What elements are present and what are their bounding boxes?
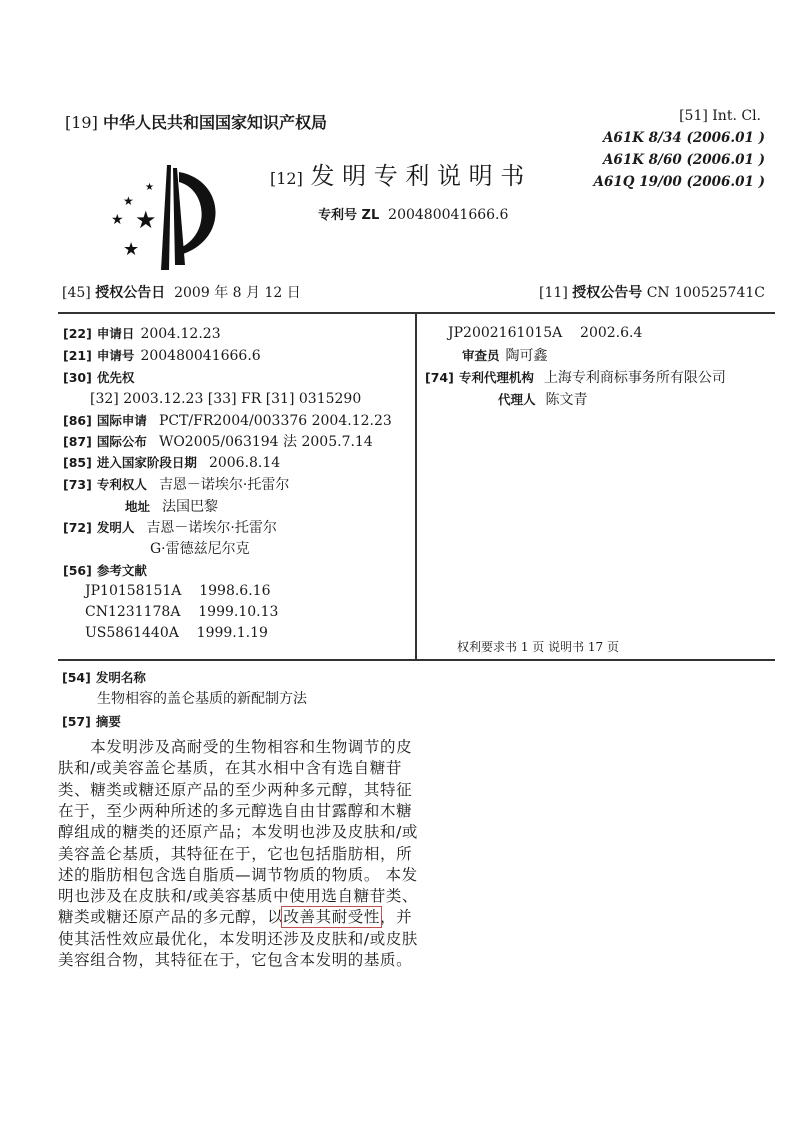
highlighted-text: 改善其耐受性 <box>283 908 381 927</box>
abstract-line: 本发明涉及高耐受的生物相容和生物调节的皮 <box>58 738 413 756</box>
agent <box>498 389 588 410</box>
inventors <box>63 517 277 538</box>
grant-date <box>62 282 301 302</box>
code: [72] <box>63 520 92 535</box>
reference-item <box>85 581 270 601</box>
doc: JP2002161015A <box>448 325 563 341</box>
abstract-line: 美容盖仑基质，其特征在于，它也包括脂肪相，所 <box>58 844 413 863</box>
label: 发明人 <box>96 520 135 535</box>
code: [11] <box>539 285 568 301</box>
value: 200480041666.6 <box>140 348 261 364</box>
issuing-office <box>65 110 327 133</box>
reference-item <box>448 323 642 343</box>
abstract-line: 明也涉及在皮肤和/或美容基质中使用选自糖苷类、 <box>58 887 419 906</box>
abstract-line <box>58 905 413 927</box>
label: 摘要 <box>95 714 121 729</box>
value: 陶可鑫 <box>505 348 548 364</box>
abstract-line: 在于，至少两种所述的多元醇选自由甘露醇和木糖 <box>58 801 413 820</box>
code: [19] <box>65 113 98 132</box>
svg-text:★: ★ <box>123 239 140 260</box>
int-cl <box>679 108 761 124</box>
code: [54] <box>62 670 91 685</box>
label: 国际申请 <box>96 413 147 428</box>
reference-item <box>85 602 278 622</box>
code: [22] <box>63 326 92 341</box>
references <box>63 560 147 581</box>
abstract-line: 述的脂肪相包含选自脂质—调节物质的物质。 本发 <box>58 865 418 884</box>
inventor-name: 吉恩－诺埃尔·托雷尔 <box>146 520 277 536</box>
value: 2006.8.14 <box>208 455 281 471</box>
value: PCT/FR2004/003376 2004.12.23 <box>158 413 392 429</box>
value: 法国巴黎 <box>162 499 219 515</box>
label: 专利号 ZL <box>318 208 380 223</box>
label: 发明名称 <box>95 670 146 685</box>
filing-date <box>63 323 221 344</box>
code: [45] <box>62 285 91 301</box>
national-phase-date <box>63 452 280 473</box>
code: [21] <box>63 348 92 363</box>
code: [73] <box>63 477 92 492</box>
svg-text:★: ★ <box>123 194 134 208</box>
code: [74] <box>425 370 454 385</box>
code: [86] <box>63 413 92 428</box>
divider <box>58 659 775 661</box>
divider <box>415 312 417 660</box>
doc: CN1231178A <box>85 604 181 620</box>
ipc-class: A61Q 19/00 (2006.01 ) <box>593 174 765 190</box>
patent-number <box>318 204 508 223</box>
text: 糖类或糖还原产品的多元醇，以 <box>58 908 284 927</box>
date: 1998.6.16 <box>199 583 271 599</box>
svg-text:★: ★ <box>145 182 154 193</box>
label: Int. Cl. <box>712 108 761 124</box>
value: 2009 年 8 月 12 日 <box>174 285 301 301</box>
abstract-line: 使其活性效应最优化，本发明还涉及皮肤和/或皮肤 <box>58 929 419 948</box>
value: WO2005/063194 法 2005.7.14 <box>158 434 373 450</box>
svg-text:★: ★ <box>135 206 157 234</box>
page-count: 权利要求书 1 页 说明书 17 页 <box>457 640 619 654</box>
priority-detail: [32] 2003.12.23 [33] FR [31] 0315290 <box>90 391 362 407</box>
value: 200480041666.6 <box>388 207 509 223</box>
value: 上海专利商标事务所有限公司 <box>543 370 726 386</box>
label: 授权公告号 <box>572 285 643 301</box>
label: 专利权人 <box>96 477 147 492</box>
inventor-name: G·雷德兹尼尔克 <box>150 541 250 557</box>
international-publication <box>63 431 373 452</box>
value: CN 100525741C <box>646 285 765 301</box>
code: [87] <box>63 434 92 449</box>
abstract-line: 肤和/或美容盖仑基质，在其水相中含有选自糖苷 <box>58 759 402 778</box>
office-name: 中华人民共和国国家知识产权局 <box>102 113 327 132</box>
code: [30] <box>63 370 92 385</box>
doc: US5861440A <box>85 625 179 641</box>
date: 1999.10.13 <box>198 604 279 620</box>
patentee <box>63 474 289 495</box>
doc-type-title: 发 明 专 利 说 明 书 <box>310 162 525 190</box>
svg-text:★: ★ <box>111 212 124 228</box>
date: 2002.6.4 <box>580 325 643 341</box>
code: [56] <box>63 563 92 578</box>
code: [57] <box>62 714 91 729</box>
code: [12] <box>270 169 303 188</box>
label: 申请日 <box>96 326 135 341</box>
value: 陈文青 <box>545 392 588 408</box>
grant-number <box>539 282 765 302</box>
divider <box>58 312 775 314</box>
patentee-address <box>125 496 218 517</box>
reference-item <box>85 623 268 643</box>
international-application <box>63 410 392 431</box>
date: 1999.1.19 <box>196 625 268 641</box>
invention-title: 生物相容的盖仑基质的新配制方法 <box>97 691 307 707</box>
code: [85] <box>63 455 92 470</box>
label: 地址 <box>125 499 151 514</box>
value: 吉恩－诺埃尔·托雷尔 <box>158 477 290 493</box>
label: 专利代理机构 <box>458 370 534 385</box>
label: 申请号 <box>96 348 135 363</box>
abstract-heading <box>62 711 121 732</box>
document-type <box>270 156 524 191</box>
label: 代理人 <box>498 392 536 407</box>
abstract-line: 醇组成的糖类的还原产品；本发明也涉及皮肤和/或 <box>58 823 419 842</box>
value: 2004.12.23 <box>140 326 221 342</box>
sipo-logo-icon <box>105 160 225 280</box>
label: 审查员 <box>462 348 500 363</box>
invention-title-heading <box>62 667 146 688</box>
label: 优先权 <box>96 370 135 385</box>
patent-agency <box>425 367 726 388</box>
abstract-line: 美容组合物，其特征在于，它包含本发明的基质。 <box>58 951 413 969</box>
examiner <box>462 345 548 366</box>
label: 参考文献 <box>96 563 147 578</box>
doc: JP10158151A <box>85 583 182 599</box>
ipc-class: A61K 8/34 (2006.01 ) <box>602 130 765 146</box>
priority <box>63 367 134 388</box>
code: [51] <box>679 108 708 124</box>
label: 国际公布 <box>96 434 147 449</box>
label: 进入国家阶段日期 <box>96 455 197 470</box>
abstract-line: 类、糖类或糖还原产品的至少两种多元醇，其特征 <box>58 780 413 799</box>
ipc-class: A61K 8/60 (2006.01 ) <box>602 152 765 168</box>
label: 授权公告日 <box>95 285 166 301</box>
text: ，并 <box>380 908 413 927</box>
application-number <box>63 345 261 366</box>
